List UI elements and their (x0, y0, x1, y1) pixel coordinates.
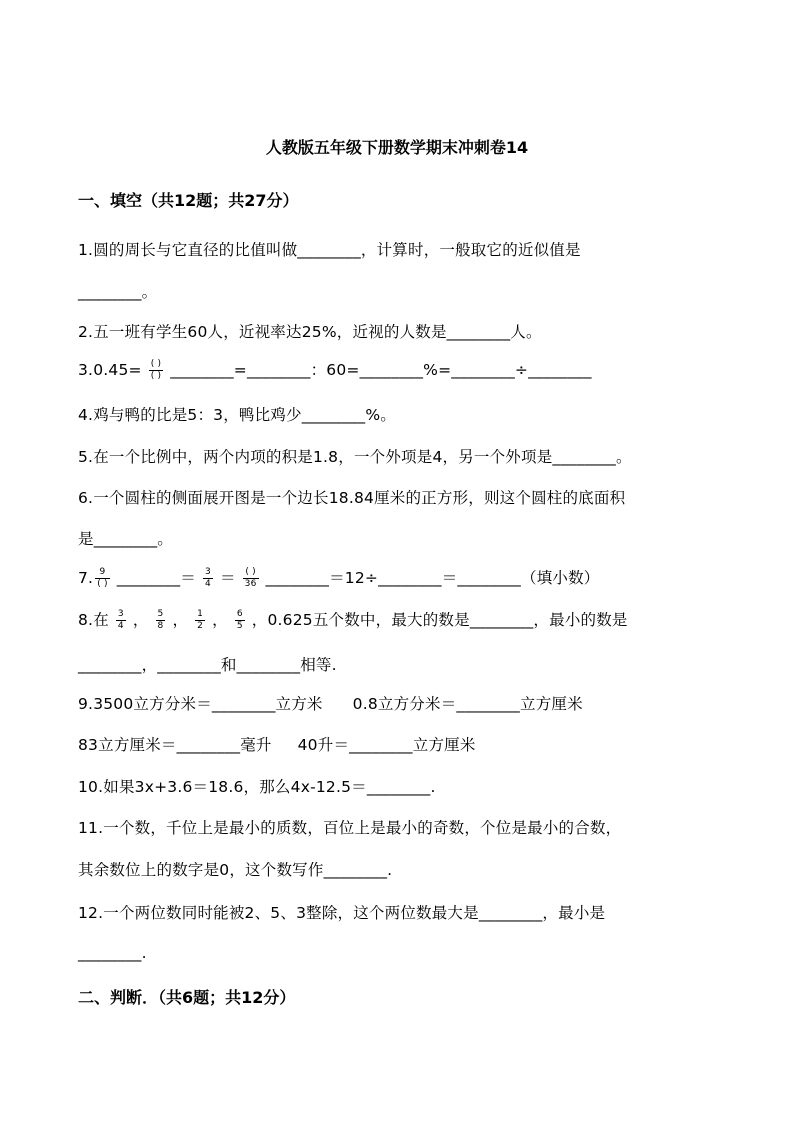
question-9-part-a: 9.3500立方分米＝________立方米 (78, 695, 323, 713)
fraction-5-over-8 (156, 609, 166, 632)
fraction-numerator: 3 (205, 567, 211, 577)
fraction-numerator: ( ) (243, 567, 259, 579)
question-5: 5.在一个比例中，两个内项的积是1.8，一个外项是4，另一个外项是________。 (78, 448, 632, 466)
fraction-denominator: 2 (197, 621, 204, 631)
question-9-part-d: 40升＝________立方厘米 (297, 736, 476, 754)
question-1-line-1: 1.圆的周长与它直径的比值叫做________，计算时，一般取它的近似值是 (78, 241, 581, 259)
fraction-denominator: 4 (117, 621, 124, 631)
fraction-1-over-2 (195, 609, 205, 632)
comma: ， (132, 611, 149, 629)
question-7-blank-1: ________＝ (116, 569, 196, 587)
question-7-rest: ________＝12÷________＝________（填小数） (265, 569, 600, 587)
fraction-denominator: ( ) (150, 371, 162, 381)
question-9-part-b: 0.8立方分米＝________立方厘米 (352, 695, 583, 713)
question-11-line-1: 11.一个数，千位上是最小的质数，百位上是最小的奇数，个位是最小的合数， (78, 819, 622, 837)
question-8-line-1 (78, 608, 628, 632)
fraction-9-over-blank (95, 567, 109, 590)
fraction-denominator: ( ) (97, 579, 108, 589)
question-12-line-1: 12.一个两位数同时能被2、5、3整除，这个两位数最大是________，最小是 (78, 904, 606, 922)
question-6-line-2: 是________。 (78, 530, 174, 548)
fraction-numerator: 3 (117, 609, 124, 619)
fraction-numerator: 9 (95, 567, 109, 579)
fraction-denominator: 5 (236, 621, 243, 631)
fraction-blank-over-36 (243, 567, 259, 590)
question-10: 10.如果3x+3.6＝18.6，那么4x-12.5＝________. (78, 778, 436, 796)
question-9-line-1 (78, 692, 583, 714)
question-12-line-2: ________. (78, 944, 147, 962)
question-9-line-2 (78, 733, 476, 755)
fraction-numerator: 6 (236, 609, 243, 619)
fraction-numerator: ( ) (150, 359, 162, 369)
question-3-rest: ________=________：60=________%=________÷________ (170, 361, 592, 379)
question-1-line-2: ________。 (78, 283, 158, 301)
fraction-denominator: 36 (244, 579, 257, 589)
fraction-denominator: 8 (157, 621, 164, 631)
question-4: 4.鸡与鸭的比是5：3，鸭比鸡少________%。 (78, 406, 396, 424)
question-11-line-2: 其余数位上的数字是0，这个数写作________. (78, 861, 393, 879)
fraction-numerator: 1 (197, 609, 204, 619)
question-7-prefix: 7. (78, 569, 94, 587)
question-8-rest: ，0.625五个数中，最大的数是________，最小的数是 (251, 611, 628, 629)
question-8-prefix: 8.在 (78, 611, 109, 629)
fraction-denominator: 4 (205, 579, 211, 589)
question-7 (78, 566, 600, 590)
question-2: 2.五一班有学生60人，近视率达25%，近视的人数是________人。 (78, 323, 542, 341)
page-title: 人教版五年级下册数学期末冲刺卷14 (265, 138, 529, 157)
question-6-line-1: 6.一个圆柱的侧面展开图是一个边长18.84厘米的正方形，则这个圆柱的底面积 (78, 489, 626, 507)
fraction-blank (149, 359, 163, 382)
comma: ， (212, 611, 228, 629)
question-3-prefix: 3.0.45= (78, 361, 142, 379)
fraction-numerator: 5 (157, 609, 164, 619)
fraction-6-over-5 (235, 609, 245, 632)
comma: ， (172, 611, 189, 629)
section-heading-fill-blank: 一、填空（共12题；共27分） (78, 191, 299, 210)
question-3 (78, 358, 592, 382)
question-8-line-2: ________，________和________相等. (78, 656, 337, 674)
fraction-3-over-4 (203, 567, 213, 590)
question-7-equals: ＝ (219, 569, 236, 587)
fraction-3-over-4 (116, 609, 126, 632)
question-9-part-c: 83立方厘米＝________毫升 (78, 736, 272, 754)
section-heading-true-false: 二、判断．（共6题；共12分） (78, 988, 296, 1007)
